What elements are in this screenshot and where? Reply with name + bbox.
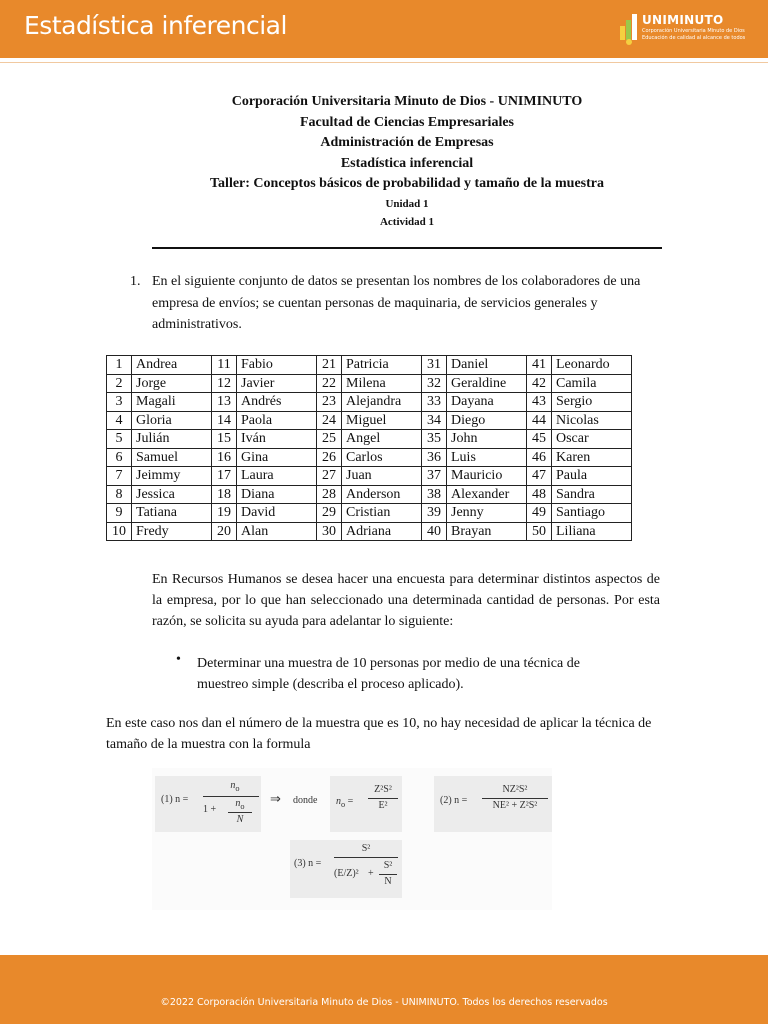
- bullet-icon: •: [176, 652, 181, 667]
- name-cell: Liliana: [552, 522, 632, 541]
- names-table: [106, 355, 632, 541]
- name-cell: Tatiana: [132, 504, 212, 523]
- formula-2: [434, 776, 552, 832]
- row-number-cell: 31: [422, 356, 447, 375]
- name-cell: Juan: [342, 467, 422, 486]
- row-number-cell: 20: [212, 522, 237, 541]
- name-cell: Alejandra: [342, 393, 422, 412]
- f2-label: (2) n =: [440, 795, 468, 806]
- f2-den: NE² + Z²S²: [492, 800, 538, 811]
- name-cell: Nicolas: [552, 411, 632, 430]
- f1-inner-bar: [228, 812, 252, 813]
- name-cell: Luis: [447, 448, 527, 467]
- row-number-cell: 2: [107, 374, 132, 393]
- row-number-cell: 43: [527, 393, 552, 412]
- formula-1-numerator: [215, 780, 255, 793]
- row-number-cell: 42: [527, 374, 552, 393]
- name-cell: Cristian: [342, 504, 422, 523]
- footer-bar: [0, 955, 768, 1024]
- f3-den-b-num: S²: [383, 860, 393, 871]
- f3-label: (3) n =: [294, 858, 322, 869]
- row-number-cell: 7: [107, 467, 132, 486]
- table-row: [107, 467, 632, 486]
- document-header: [0, 92, 768, 231]
- name-cell: Brayan: [447, 522, 527, 541]
- row-number-cell: 10: [107, 522, 132, 541]
- row-number-cell: 13: [212, 393, 237, 412]
- formula-1-bar: [203, 796, 259, 797]
- formula-1: [155, 776, 261, 832]
- table-row: [107, 374, 632, 393]
- table-row: [107, 485, 632, 504]
- table-row: [107, 393, 632, 412]
- f1-den-num-sub: o: [240, 802, 245, 811]
- f3-den-a: (E/Z)²: [334, 868, 359, 879]
- name-cell: Andrea: [132, 356, 212, 375]
- name-cell: Miguel: [342, 411, 422, 430]
- row-number-cell: 25: [317, 430, 342, 449]
- copyright-text: ©2022 Corporación Universitaria Minuto de Dios - UNIMINUTO. Todos los derechos reservados: [160, 997, 608, 1008]
- name-cell: Laura: [237, 467, 317, 486]
- f0-label-sub: o: [341, 800, 346, 809]
- row-number-cell: 45: [527, 430, 552, 449]
- name-cell: Karen: [552, 448, 632, 467]
- activity-label: Actividad 1: [379, 215, 435, 228]
- row-number-cell: 11: [212, 356, 237, 375]
- name-cell: Santiago: [552, 504, 632, 523]
- row-number-cell: 27: [317, 467, 342, 486]
- name-cell: Diana: [237, 485, 317, 504]
- f1-den-num: [227, 798, 253, 811]
- name-cell: Alan: [237, 522, 317, 541]
- institution-name: Corporación Universitaria Minuto de Dios - UNIMINUTO: [231, 94, 583, 109]
- row-number-cell: 23: [317, 393, 342, 412]
- workshop-title: Taller: Conceptos básicos de probabilidad y tamaño de la muestra: [210, 176, 604, 191]
- question-text: En el siguiente conjunto de datos se presentan los nombres de los colaboradores de una empresa de envíos; se cuentan personas de maquinaria, de servicios generales y administrativos.: [152, 274, 641, 332]
- logo-tagline: Educación de calidad al alcance de todos: [642, 35, 746, 41]
- faculty-name: Facultad de Ciencias Empresariales: [299, 114, 514, 130]
- f3-den-b-den: N: [384, 876, 392, 887]
- formula-3: [290, 840, 402, 898]
- row-number-cell: 14: [212, 411, 237, 430]
- table-row: [107, 448, 632, 467]
- row-number-cell: 40: [422, 522, 447, 541]
- name-cell: Jeimmy: [132, 467, 212, 486]
- name-cell: Paula: [552, 467, 632, 486]
- name-cell: Jessica: [132, 485, 212, 504]
- row-number-cell: 47: [527, 467, 552, 486]
- f3-den-plus: +: [368, 868, 374, 879]
- table-row: [107, 504, 632, 523]
- top-banner: [0, 0, 768, 58]
- header-rule: [152, 247, 662, 249]
- logo-mark-icon: [618, 12, 640, 46]
- f0-den: E²: [378, 800, 388, 811]
- row-number-cell: 36: [422, 448, 447, 467]
- name-cell: Anderson: [342, 485, 422, 504]
- name-cell: Gloria: [132, 411, 212, 430]
- row-number-cell: 9: [107, 504, 132, 523]
- bullet-text: Determinar una muestra de 10 personas por medio de una técnica de muestreo simple (describa el proceso aplicado).: [197, 656, 580, 692]
- row-number-cell: 16: [212, 448, 237, 467]
- f2-num: NZ²S²: [502, 784, 528, 795]
- hr-paragraph: En Recursos Humanos se desea hacer una encuesta para determinar distintos aspectos de la empresa, por lo que han seleccionado una determinada cantidad de personas. Por esta razón, se solicita su ayuda para adelantar lo siguiente:: [152, 572, 660, 629]
- name-cell: Sergio: [552, 393, 632, 412]
- name-cell: Camila: [552, 374, 632, 393]
- name-cell: Jorge: [132, 374, 212, 393]
- row-number-cell: 33: [422, 393, 447, 412]
- donde-label: donde: [293, 795, 318, 806]
- row-number-cell: 6: [107, 448, 132, 467]
- question-number: 1.: [130, 274, 141, 289]
- banner-divider: [0, 62, 768, 63]
- f0-label-text: n: [336, 796, 341, 807]
- row-number-cell: 44: [527, 411, 552, 430]
- name-cell: Andrés: [237, 393, 317, 412]
- name-cell: Iván: [237, 430, 317, 449]
- row-number-cell: 22: [317, 374, 342, 393]
- table-row: [107, 411, 632, 430]
- row-number-cell: 37: [422, 467, 447, 486]
- row-number-cell: 34: [422, 411, 447, 430]
- row-number-cell: 19: [212, 504, 237, 523]
- course-name: Estadística inferencial: [340, 155, 474, 171]
- row-number-cell: 29: [317, 504, 342, 523]
- sample-paragraph: En este caso nos dan el número de la muestra que es 10, no hay necesidad de aplicar la técnica de tamaño de la muestra con la formula: [106, 716, 652, 752]
- row-number-cell: 18: [212, 485, 237, 504]
- table-row: [107, 522, 632, 541]
- f0-eq: =: [347, 796, 354, 807]
- f1-den-den-text: N: [236, 814, 244, 825]
- name-cell: Alexander: [447, 485, 527, 504]
- name-cell: David: [237, 504, 317, 523]
- name-cell: Leonardo: [552, 356, 632, 375]
- name-cell: Daniel: [447, 356, 527, 375]
- row-number-cell: 3: [107, 393, 132, 412]
- row-number-cell: 38: [422, 485, 447, 504]
- row-number-cell: 32: [422, 374, 447, 393]
- row-number-cell: 48: [527, 485, 552, 504]
- row-number-cell: 15: [212, 430, 237, 449]
- f0-label: [336, 796, 353, 809]
- unit-label: Unidad 1: [385, 197, 429, 210]
- f0-bar: [368, 798, 398, 799]
- row-number-cell: 12: [212, 374, 237, 393]
- table-row: [107, 356, 632, 375]
- name-cell: Diego: [447, 411, 527, 430]
- row-number-cell: 17: [212, 467, 237, 486]
- f1-den-num-text: n: [235, 798, 241, 809]
- uniminuto-logo: [618, 12, 748, 48]
- row-number-cell: 28: [317, 485, 342, 504]
- row-number-cell: 4: [107, 411, 132, 430]
- row-number-cell: 46: [527, 448, 552, 467]
- name-cell: Milena: [342, 374, 422, 393]
- name-cell: Carlos: [342, 448, 422, 467]
- logo-name: UNIMINUTO: [642, 13, 724, 27]
- row-number-cell: 50: [527, 522, 552, 541]
- f0-num: Z²S²: [374, 784, 392, 795]
- name-cell: Julián: [132, 430, 212, 449]
- f2-bar: [482, 798, 548, 799]
- name-cell: John: [447, 430, 527, 449]
- name-cell: Adriana: [342, 522, 422, 541]
- name-cell: Samuel: [132, 448, 212, 467]
- name-cell: Gina: [237, 448, 317, 467]
- banner-title: Estadística inferencial: [24, 11, 287, 40]
- name-cell: Paola: [237, 411, 317, 430]
- row-number-cell: 35: [422, 430, 447, 449]
- name-cell: Fredy: [132, 522, 212, 541]
- row-number-cell: 5: [107, 430, 132, 449]
- name-cell: Jenny: [447, 504, 527, 523]
- name-cell: Mauricio: [447, 467, 527, 486]
- row-number-cell: 26: [317, 448, 342, 467]
- f3-bar: [334, 857, 398, 858]
- row-number-cell: 24: [317, 411, 342, 430]
- f1-num: n: [230, 780, 236, 791]
- arrow-icon: ⇒: [270, 791, 281, 806]
- row-number-cell: 1: [107, 356, 132, 375]
- logo-subtitle: Corporación Universitaria Minuto de Dios: [642, 28, 745, 34]
- f3-num: S²: [361, 843, 371, 854]
- row-number-cell: 21: [317, 356, 342, 375]
- formula-image: [152, 768, 552, 910]
- table-row: [107, 430, 632, 449]
- name-cell: Oscar: [552, 430, 632, 449]
- name-cell: Angel: [342, 430, 422, 449]
- row-number-cell: 41: [527, 356, 552, 375]
- name-cell: Geraldine: [447, 374, 527, 393]
- f1-den-den: [227, 814, 253, 825]
- row-number-cell: 49: [527, 504, 552, 523]
- row-number-cell: 8: [107, 485, 132, 504]
- name-cell: Fabio: [237, 356, 317, 375]
- name-cell: Javier: [237, 374, 317, 393]
- name-cell: Sandra: [552, 485, 632, 504]
- name-cell: Magali: [132, 393, 212, 412]
- f1-num-sub: o: [235, 784, 240, 793]
- formula-n0: [330, 776, 402, 832]
- name-cell: Dayana: [447, 393, 527, 412]
- row-number-cell: 30: [317, 522, 342, 541]
- name-cell: Patricia: [342, 356, 422, 375]
- row-number-cell: 39: [422, 504, 447, 523]
- formula-1-label: (1) n =: [161, 794, 189, 805]
- f3-inner-bar: [379, 874, 397, 875]
- program-name: Administración de Empresas: [320, 135, 494, 150]
- f1-den-a: 1 +: [203, 804, 217, 815]
